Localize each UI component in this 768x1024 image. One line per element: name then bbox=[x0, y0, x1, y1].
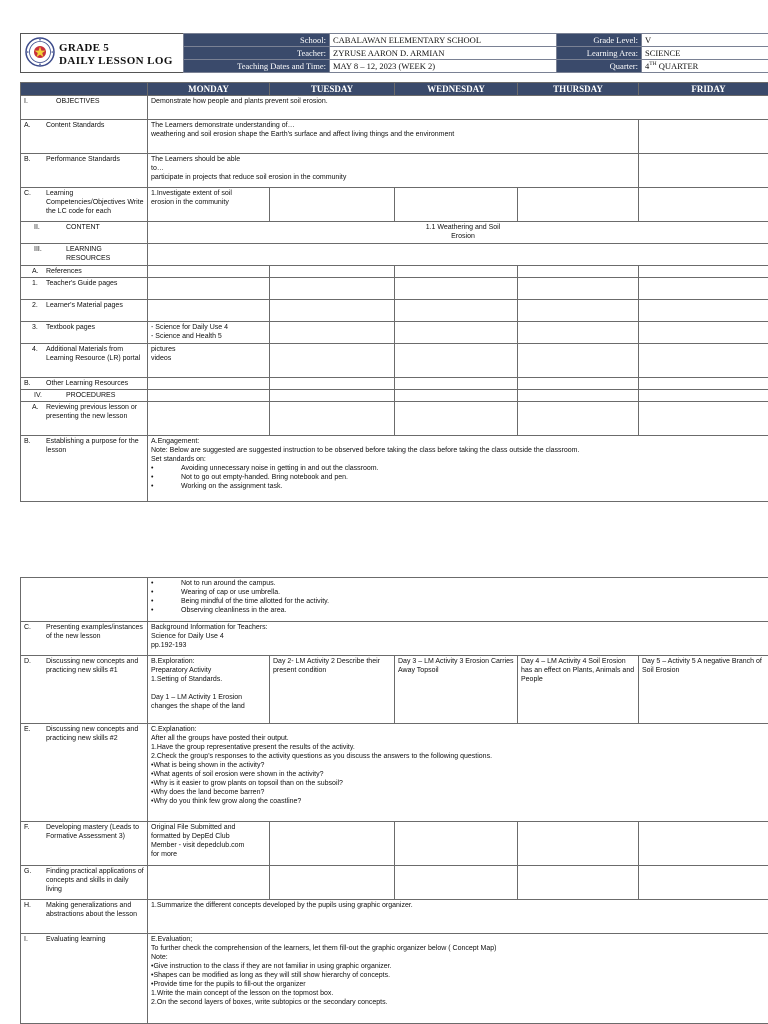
list-item: • Working on the assignment task. bbox=[151, 482, 768, 491]
day-wednesday: WEDNESDAY bbox=[395, 83, 518, 96]
cell-empty bbox=[148, 866, 270, 900]
cell-empty bbox=[518, 266, 639, 278]
cell-empty bbox=[148, 300, 270, 322]
row-evaluating bbox=[21, 934, 768, 1024]
cell-empty bbox=[270, 322, 395, 344]
textbook-text: - Science for Daily Use 4 - Science and Health 5 bbox=[148, 322, 270, 344]
cell-empty bbox=[270, 266, 395, 278]
mastery-text: Original File Submitted and formatted by DepEd Club Member - visit depedclub.com for more bbox=[148, 822, 270, 866]
cell-empty bbox=[518, 822, 639, 866]
cell-empty bbox=[270, 378, 395, 390]
row-learners-material bbox=[21, 300, 768, 322]
cell-empty bbox=[395, 344, 518, 378]
row-label: I. Evaluating learning bbox=[21, 934, 148, 1024]
grade-value: V bbox=[642, 34, 768, 47]
cell-empty bbox=[639, 322, 768, 344]
title-box bbox=[20, 33, 184, 73]
row-label: 2. Learner's Material pages bbox=[21, 300, 148, 322]
day-tuesday: TUESDAY bbox=[270, 83, 395, 96]
content-text: 1.1 Weathering and Soil Erosion bbox=[148, 222, 768, 244]
title-grade: GRADE 5 bbox=[59, 42, 110, 54]
cell-empty bbox=[639, 822, 768, 866]
cell-empty bbox=[639, 266, 768, 278]
row-label: II. CONTENT bbox=[21, 222, 148, 244]
cell-empty bbox=[148, 402, 270, 436]
row-label: D. Discussing new concepts and practicing new skills #1 bbox=[21, 656, 148, 724]
row-label: III. LEARNING RESOURCES bbox=[21, 244, 148, 266]
row-content bbox=[21, 222, 768, 244]
cell-empty bbox=[639, 866, 768, 900]
row-objectives bbox=[21, 96, 768, 120]
school-label: School: bbox=[184, 34, 330, 47]
cell-empty bbox=[518, 300, 639, 322]
establishing-text: A.Engagement: Note: Below are suggested are suggested instruction to be observed before taking the class before taking the class outside the classroom. Set standards on: • Avoiding unnecessary noise in getting in and out the classroom. • Not to go out empty-handed. Bring notebook and pen. • Working on the assignment task. bbox=[148, 436, 768, 502]
teacher-value: ZYRUSE AARON D. ARMIAN bbox=[330, 47, 557, 60]
row-generalizations bbox=[21, 900, 768, 934]
presenting-text: Background Information for Teachers: Science for Daily Use 4 pp.192-193 bbox=[148, 622, 768, 656]
discussing1-wednesday: Day 3 – LM Activity 3 Erosion Carries Away Topsoil bbox=[395, 656, 518, 724]
row-label: 1. Teacher's Guide pages bbox=[21, 278, 148, 300]
list-item: • Being mindful of the time allotted for the activity. bbox=[151, 597, 768, 606]
cell-empty bbox=[148, 378, 270, 390]
cell-empty bbox=[270, 822, 395, 866]
row-label: A. Content Standards bbox=[21, 120, 148, 154]
row-learning-resources bbox=[21, 244, 768, 266]
row-label: A. Reviewing previous lesson or presenting the new lesson bbox=[21, 402, 148, 436]
grade-label: Grade Level: bbox=[557, 34, 642, 47]
dates-label: Teaching Dates and Time: bbox=[184, 60, 330, 73]
header bbox=[20, 33, 768, 73]
cell-empty bbox=[395, 300, 518, 322]
row-label: B. Establishing a purpose for the lesson bbox=[21, 436, 148, 502]
list-item: • Not to go out empty-handed. Bring notebook and pen. bbox=[151, 473, 768, 482]
row-label: 3. Textbook pages bbox=[21, 322, 148, 344]
cell-empty bbox=[639, 390, 768, 402]
row-discussing1 bbox=[21, 656, 768, 724]
row-procedures bbox=[21, 390, 768, 402]
cell-empty bbox=[518, 866, 639, 900]
cell-empty bbox=[639, 154, 768, 188]
area-value: SCIENCE bbox=[642, 47, 768, 60]
row-label: I. OBJECTIVES bbox=[21, 96, 148, 120]
cell-empty bbox=[270, 188, 395, 222]
lesson-table-page2 bbox=[20, 577, 768, 1024]
row-competencies bbox=[21, 188, 768, 222]
cell-empty bbox=[518, 378, 639, 390]
row-label: C. Presenting examples/instances of the new lesson bbox=[21, 622, 148, 656]
row-label: F. Developing mastery (Leads to Formative Assessment 3) bbox=[21, 822, 148, 866]
discussing1-tuesday: Day 2- LM Activity 2 Describe their present condition bbox=[270, 656, 395, 724]
row-content-standards bbox=[21, 120, 768, 154]
establishing-cont-text bbox=[148, 578, 768, 622]
row-label bbox=[21, 578, 148, 622]
teacher-label: Teacher: bbox=[184, 47, 330, 60]
cell-empty bbox=[639, 300, 768, 322]
cell-empty bbox=[639, 278, 768, 300]
cell-empty bbox=[639, 188, 768, 222]
discussing2-text: C.Explanation: After all the groups have posted their output. 1.Have the group representative present the results of the activity. 2.Check the group's responses to the activity questions as you discuss the answers to the following questions. •What is being shown in the activity? •What agents of soil erosion were shown in the activity? •Why is it easier to grow plants on topsoil than on the subsoil? •Why does the land become barren? •Why do you think few grow along the coastline? bbox=[148, 724, 768, 822]
quarter-value: 4TH QUARTER bbox=[642, 60, 768, 73]
deped-seal-icon bbox=[25, 37, 55, 67]
cell-empty bbox=[518, 278, 639, 300]
day-thursday: THURSDAY bbox=[518, 83, 639, 96]
cell-empty bbox=[148, 244, 768, 266]
row-label: 4. Additional Materials from Learning Resource (LR) portal bbox=[21, 344, 148, 378]
cell-empty bbox=[395, 378, 518, 390]
cell-empty bbox=[639, 120, 768, 154]
additional-materials-text: pictures videos bbox=[148, 344, 270, 378]
row-label: B. Performance Standards bbox=[21, 154, 148, 188]
row-mastery bbox=[21, 822, 768, 866]
cell-empty bbox=[395, 278, 518, 300]
cell-empty bbox=[395, 188, 518, 222]
day-friday: FRIDAY bbox=[639, 83, 768, 96]
cell-empty bbox=[395, 402, 518, 436]
cell-empty bbox=[148, 266, 270, 278]
competencies-text: 1.Investigate extent of soil erosion in the community bbox=[148, 188, 270, 222]
row-presenting bbox=[21, 622, 768, 656]
cell-empty bbox=[148, 278, 270, 300]
cell-empty bbox=[270, 866, 395, 900]
cell-empty bbox=[518, 322, 639, 344]
row-label: B. Other Learning Resources bbox=[21, 378, 148, 390]
cell-empty bbox=[395, 322, 518, 344]
row-establishing bbox=[21, 436, 768, 502]
row-label: H. Making generalizations and abstractions about the lesson bbox=[21, 900, 148, 934]
row-label: E. Discussing new concepts and practicing new skills #2 bbox=[21, 724, 148, 822]
cell-empty bbox=[395, 390, 518, 402]
generalizations-text: 1.Summarize the different concepts developed by the pupils using graphic organizer. bbox=[148, 900, 768, 934]
dates-value: MAY 8 – 12, 2023 (WEEK 2) bbox=[330, 60, 557, 73]
list-item: • Observing cleanliness in the area. bbox=[151, 606, 768, 615]
cell-empty bbox=[270, 402, 395, 436]
row-label: A. References bbox=[21, 266, 148, 278]
list-item: • Not to run around the campus. bbox=[151, 579, 768, 588]
row-performance-standards bbox=[21, 154, 768, 188]
row-references bbox=[21, 266, 768, 278]
header-meta-table bbox=[183, 33, 768, 73]
corner-header bbox=[21, 83, 148, 96]
cell-empty bbox=[395, 866, 518, 900]
cell-empty bbox=[270, 390, 395, 402]
cell-empty bbox=[639, 344, 768, 378]
row-label: C. Learning Competencies/Objectives Write the LC code for each bbox=[21, 188, 148, 222]
row-label: G. Finding practical applications of concepts and skills in daily living bbox=[21, 866, 148, 900]
row-reviewing bbox=[21, 402, 768, 436]
discussing1-thursday: Day 4 – LM Activity 4 Soil Erosion has an effect on Plants, Animals and People bbox=[518, 656, 639, 724]
cell-empty bbox=[518, 402, 639, 436]
performance-standards-text: The Learners should be able to… participate in projects that reduce soil erosion in the community bbox=[148, 154, 639, 188]
cell-empty bbox=[270, 278, 395, 300]
evaluating-text: E.Evaluation; To further check the comprehension of the learners, let them fill-out the graphic organizer below ( Concept Map) Note: •Give instruction to the class if they are not familiar in using graphic organizer. •Shapes can be modified as long as they will still show hierarchy of concepts. •Provide time for the pupils to fill-out the organizer 1.Write the main concept of the lesson on the topmost box. 2.On the second layers of boxes, write subtopics or the secondary concepts. bbox=[148, 934, 768, 1024]
row-establishing-cont bbox=[21, 578, 768, 622]
content-standards-text: The Learners demonstrate understanding of… weathering and soil erosion shape the Earth's surface and affect living things and the environment bbox=[148, 120, 639, 154]
objectives-text: Demonstrate how people and plants prevent soil erosion. bbox=[148, 96, 768, 120]
row-textbook bbox=[21, 322, 768, 344]
list-item: • Wearing of cap or use umbrella. bbox=[151, 588, 768, 597]
cell-empty bbox=[395, 266, 518, 278]
row-applications bbox=[21, 866, 768, 900]
cell-empty bbox=[148, 390, 270, 402]
row-discussing2 bbox=[21, 724, 768, 822]
row-other-resources bbox=[21, 378, 768, 390]
quarter-label: Quarter: bbox=[557, 60, 642, 73]
title-dll: DAILY LESSON LOG bbox=[59, 55, 173, 67]
cell-empty bbox=[270, 300, 395, 322]
cell-empty bbox=[639, 402, 768, 436]
discussing1-monday: B.Exploration: Preparatory Activity 1.Setting of Standards. Day 1 – LM Activity 1 Erosion changes the shape of the land bbox=[148, 656, 270, 724]
cell-empty bbox=[270, 344, 395, 378]
area-label: Learning Area: bbox=[557, 47, 642, 60]
lesson-table-page1 bbox=[20, 82, 768, 502]
row-teachers-guide bbox=[21, 278, 768, 300]
row-additional-materials bbox=[21, 344, 768, 378]
discussing1-friday: Day 5 – Activity 5 A negative Branch of Soil Erosion bbox=[639, 656, 768, 724]
cell-empty bbox=[518, 390, 639, 402]
cell-empty bbox=[395, 822, 518, 866]
school-value: CABALAWAN ELEMENTARY SCHOOL bbox=[330, 34, 557, 47]
cell-empty bbox=[518, 344, 639, 378]
row-label: IV. PROCEDURES bbox=[21, 390, 148, 402]
cell-empty bbox=[518, 188, 639, 222]
list-item: • Avoiding unnecessary noise in getting in and out the classroom. bbox=[151, 464, 768, 473]
cell-empty bbox=[639, 378, 768, 390]
day-monday: MONDAY bbox=[148, 83, 270, 96]
